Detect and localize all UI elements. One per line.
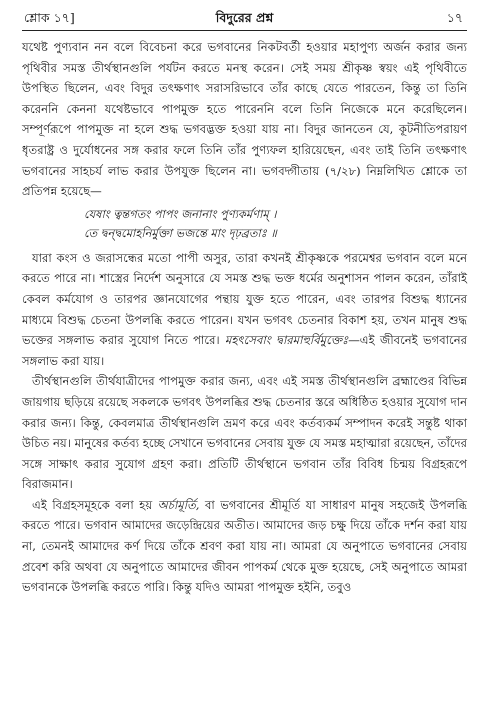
verse-reference: শ্লোক ১৭] [24, 10, 75, 25]
paragraph [22, 371, 467, 495]
paragraph-text: যথেষ্ট পুণ্যবান নন বলে বিবেচনা করে ভগবানের নিকটবর্তী হওয়ার মহাপুণ্য অর্জন করার জন্য পৃথিবীর সমস্ত তীর্থস্থানগুলি পর্যটন করতে মনস্থ করেন। সেই সময় শ্রীকৃষ্ণ স্বয়ং এই পৃথিবীতে উপস্থিত ছিলেন, এবং বিদুর তৎক্ষণাৎ সরাসরিভাবে তাঁর কাছে যেতে পারতেন, কিন্তু তা তিনি করেননি কেননা যথেষ্টভাবে পাপমুক্ত হতে পারেননি বলে তিনি নিজেকে মনে করেছিলেন। সম্পূর্ণরূপে পাপমুক্ত না হলে শুদ্ধ ভগবদ্ভক্ত হওয়া যায় না। বিদুর জানতেন যে, কূটনীতিপরায়ণ ধৃতরাষ্ট্র ও দুর্যোধনের সঙ্গ করার ফলে তিনি তাঁর পুণ্যফল হারিয়েছেন, এবং তাই তিনি তৎক্ষণাৎ ভগবানের সাহচর্য লাভ করার উপযুক্ত ছিলেন না। ভগবদ্গীতায় (৭/২৮) নিম্নলিখিত শ্লোকে তা প্রতিপন্ন হয়েছে— [22, 40, 467, 199]
paragraph-text: এই বিগ্রহসমূহকে বলা হয় [32, 497, 153, 512]
paragraph [22, 37, 467, 202]
italic-term: অর্চামূর্তি, [157, 497, 200, 512]
paragraph [22, 248, 467, 372]
chapter-title: বিদুরের প্রশ্ন [215, 10, 274, 25]
paragraph-text: তীর্থস্থানগুলি তীর্থযাত্রীদের পাপমুক্ত করার জন্য, এবং এই সমস্ত তীর্থস্থানগুলি ব্রহ্মাণ্ডের বিভিন্ন জায়গায় ছড়িয়ে রয়েছে সকলকে ভগবৎ উপলব্ধির শুদ্ধ চেতনার স্তরে অধিষ্ঠিত হওয়ার সুযোগ দান করার জন্য। কিন্তু, কেবলমাত্র তীর্থস্থানগুলি ভ্রমণ করে এবং কর্তব্যকর্ম সম্পাদন করেই সন্তুষ্ট থাকা উচিত নয়। মানুষের কর্তব্য হচ্ছে সেখানে ভগবানের সেবায় যুক্ত যে সমস্ত মহাত্মারা রয়েছেন, তাঁদের সঙ্গে সাক্ষাৎ করার সুযোগ গ্রহণ করা। প্রতিটি তীর্থস্থানে ভগবান তাঁর বিবিধ চিন্ময় বিগ্রহরূপে বিরাজমান। [22, 374, 467, 492]
paragraph [22, 495, 467, 598]
body-text [22, 37, 467, 598]
running-header [22, 6, 467, 31]
verse-line: তে দ্বন্দ্বমোহনির্মুক্তা ভজন্তে মাং দৃঢ়ব্রতাঃ ॥ [84, 226, 277, 241]
sanskrit-quote: মহৎসেবাং দ্বারমাহুর্বিমুক্তেঃ [224, 333, 349, 348]
paragraph-text: বা ভগবানের শ্রীমূর্তি যা সাধারণ মানুষ সহজেই উপলব্ধি করতে পারে। ভগবান আমাদের জড়েন্দ্রিয়ের অতীত। আমাদের জড় চক্ষু দিয়ে তাঁকে দর্শন করা যায় না, তেমনই আমাদের কর্ণ দিয়ে তাঁকে শ্রবণ করা যায় না। আমরা যে অনুপাতে ভগবানের সেবায় প্রবেশ করি অথবা যে অনুপাতে আমাদের জীবন পাপকর্ম থেকে মুক্ত হয়েছে, সেই অনুপাতে আমরা ভগবানকে উপলব্ধি করতে পারি। কিন্তু যদিও আমরা পাপমুক্ত হইনি, তবুও [22, 497, 468, 595]
verse-line: যেষাং ত্বন্তগতং পাপং জনানাং পুণ্যকর্মণাম্ । [84, 206, 277, 221]
paragraph-text: যারা কংস ও জরাসন্ধের মতো পাপী অসুর, তারা কখনই শ্রীকৃষ্ণকে পরমেশ্বর ভগবান বলে মনে করতে পারে না। শাস্ত্রের নির্দেশ অনুসারে যে সমস্ত শুদ্ধ ভক্ত ধর্মের অনুশাসন পালন করেন, তাঁরাই কেবল কর্মযোগ ও তারপর জ্ঞানযোগের পন্থায় যুক্ত হতে পারেন, এবং তারপর বিশুদ্ধ ধ্যানের মাধ্যমে বিশুদ্ধ চেতনা উপলব্ধি করতে পারেন। যখন ভগবৎ চেতনার বিকাশ হয়, তখন মানুষ শুদ্ধ ভক্তের সঙ্গলাভ করার সুযোগ নিতে পারে। [22, 250, 467, 348]
sanskrit-verse [22, 205, 467, 244]
paragraph-text: —এই জীবনেই ভগবানের সঙ্গলাভ করা যায়। [22, 333, 467, 368]
page-number: ১৭ [446, 10, 463, 25]
